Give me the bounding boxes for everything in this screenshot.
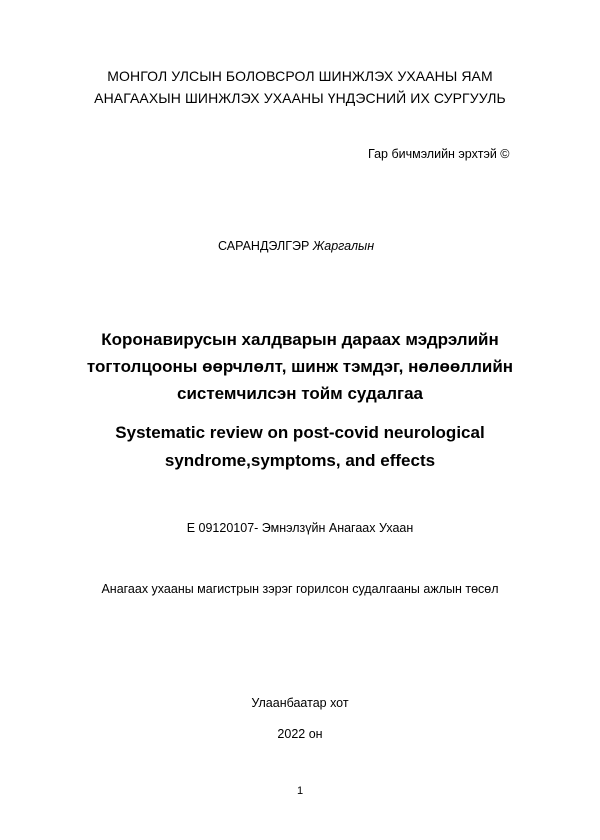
ministry-name: МОНГОЛ УЛСЫН БОЛОВСРОЛ ШИНЖЛЭХ УХААНЫ ЯАМ	[107, 68, 493, 84]
title-mn-line-3: системчилсэн тойм судалгаа	[177, 384, 423, 403]
author-name	[218, 238, 374, 254]
copyright-notice: Гар бичмэлийн эрхтэй ©	[368, 147, 510, 161]
degree-note: Анагаах ухааны магистрын зэрэг горилсон судалгааны ажлын төсөл	[101, 582, 499, 596]
place: Улаанбаатар хот	[251, 696, 349, 710]
specialty-code: E 09120107- Эмнэлзүйн Анагаах Ухаан	[186, 521, 414, 535]
author-given-name: Жаргалын	[312, 239, 375, 253]
title-en-line-1: Systematic review on post-covid neurological	[115, 423, 485, 442]
title-mn-line-1: Коронавирусын халдварын дараах мэдрэлийн	[101, 330, 499, 349]
title-mn-line-2: тогтолцооны өөрчлөлт, шинж тэмдэг, нөлөөллийн	[86, 357, 514, 376]
year: 2022 он	[277, 727, 323, 741]
author-surname: САРАНДЭЛГЭР	[218, 239, 310, 253]
title-en-line-2: syndrome,symptoms, and effects	[164, 451, 436, 470]
university-name: АНАГААХЫН ШИНЖЛЭХ УХААНЫ ҮНДЭСНИЙ ИХ СУРГУУЛЬ	[94, 90, 506, 106]
page-number: 1	[296, 785, 304, 797]
